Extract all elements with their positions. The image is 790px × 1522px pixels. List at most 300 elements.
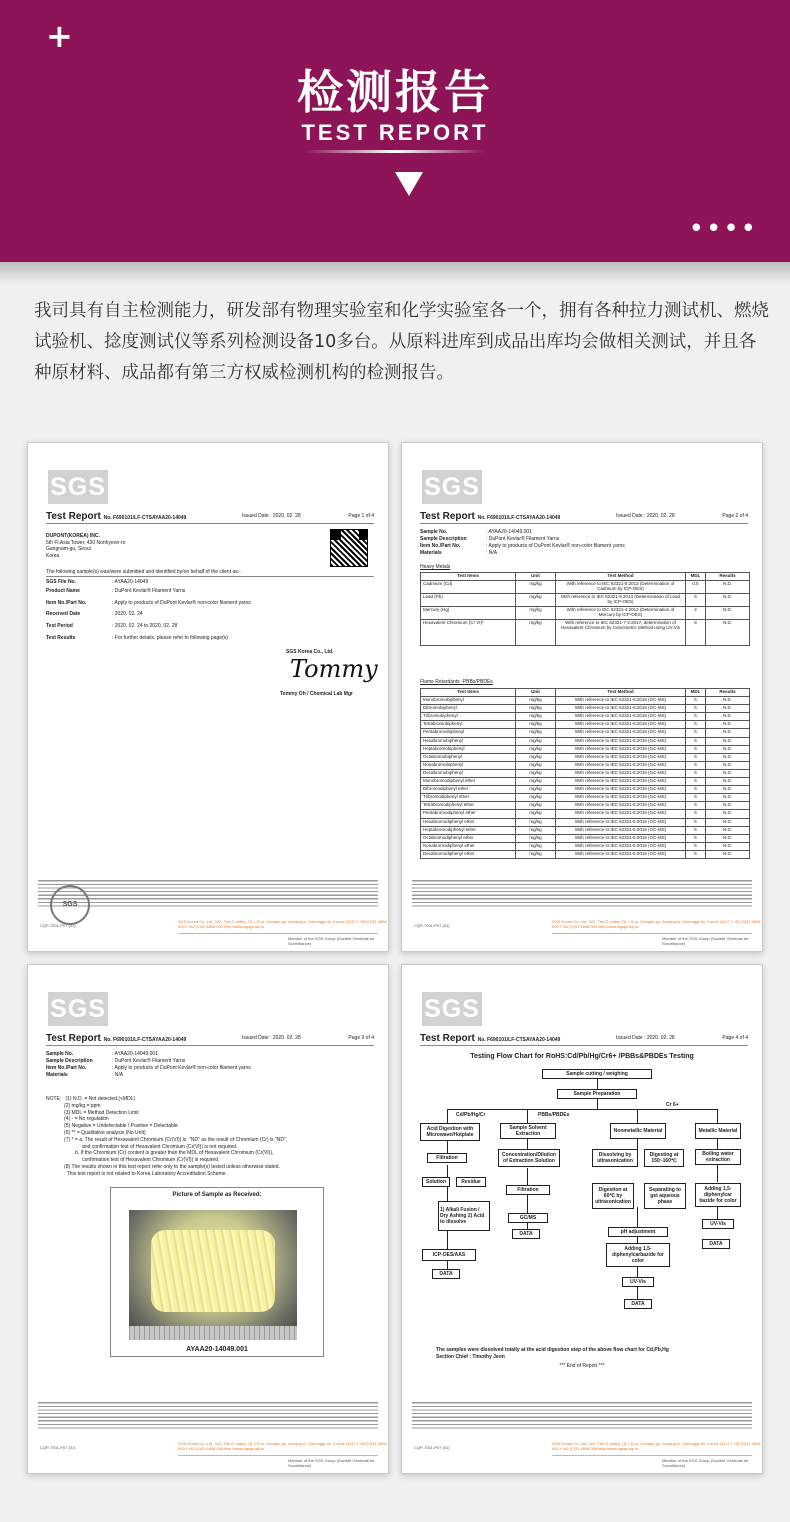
table-cell: mg/kg <box>516 745 556 753</box>
table-cell: N.D. <box>706 761 750 769</box>
field-value: : Apply to products of DuPont Kevlar® non-color filament yarns <box>486 543 625 549</box>
column-header: Unit <box>516 573 556 581</box>
table-cell: mg/kg <box>516 713 556 721</box>
table-row <box>421 620 750 646</box>
page-number: Page 1 of 4 <box>348 513 374 519</box>
field-row <box>420 543 625 549</box>
table-row <box>421 737 750 745</box>
flow-step-gcms: GC/MS <box>508 1213 548 1223</box>
table-cell: mg/kg <box>516 786 556 794</box>
more-dots-icon[interactable]: •••• <box>688 214 758 244</box>
table-cell: Tribromodiphenyl ether <box>421 794 516 802</box>
field-key: Product Name <box>46 588 80 594</box>
table-cell: N.D. <box>706 594 750 607</box>
table-cell: N.D. <box>706 834 750 842</box>
table-cell: With reference to IEC 62321-6:2015 (GC-MS) <box>556 786 686 794</box>
flow-step-digestion-60: Digestion at 60℃ by ultrasonication <box>592 1183 634 1209</box>
table-cell: Hexabromodiphenyl ether <box>421 818 516 826</box>
column-header: Results <box>706 689 750 697</box>
table-row <box>421 713 750 721</box>
table-cell: With reference to IEC 62321-6:2015 (GC-MS) <box>556 802 686 810</box>
flow-connector <box>637 1109 638 1123</box>
table-header-row <box>421 689 750 697</box>
sample-id: AYAA20-14049.001 <box>186 1346 248 1353</box>
plus-icon[interactable]: + <box>46 17 73 55</box>
table-cell: 8 <box>686 620 706 646</box>
table-cell: N.D. <box>706 697 750 705</box>
table-cell: mg/kg <box>516 607 556 620</box>
branch-label-cd: Cd/Pb/Hg/Cr <box>456 1112 486 1118</box>
table-cell: Tetrabromodiphenyl ether <box>421 802 516 810</box>
table-row <box>421 607 750 620</box>
table-cell: With reference to IEC 62321-7-2:2017, determination of Hexavalent Chromium by Colorimetric Method using UV-Vis <box>556 620 686 646</box>
flow-step-icp: ICP-OES/AAS <box>422 1249 476 1261</box>
footer-rule <box>552 933 752 934</box>
flow-connector <box>717 1109 718 1123</box>
table-cell: mg/kg <box>516 594 556 607</box>
table-row <box>421 729 750 737</box>
table-cell: 5 <box>686 850 706 858</box>
flow-connector <box>637 1285 638 1299</box>
note-line: The samples were dissolved totally at the acid digestion step of the above flow chart for Cd,Pb,Hg <box>436 1347 669 1353</box>
table-cell: Heptabromodiphenyl ether <box>421 826 516 834</box>
table-cell: Hexavalent Chromium (Cr VI)* <box>421 620 516 646</box>
flow-step-uvvis-2: UV-Vis <box>622 1277 654 1287</box>
table-cell: 5 <box>686 753 706 761</box>
section-flame-retardants: Flame Retardants -PBBs/PBDEs <box>420 679 493 685</box>
picture-caption: Picture of Sample as Received: <box>172 1192 262 1198</box>
field-row <box>46 1051 158 1057</box>
flow-step-data-nonmetal: DATA <box>624 1299 652 1309</box>
flow-step-separating: Separating to get aqueous phase <box>644 1183 686 1209</box>
table-cell: Dibromodiphenyl ether <box>421 786 516 794</box>
down-triangle-icon <box>395 172 423 196</box>
field-key: Item No./Part No. <box>420 543 461 549</box>
table-cell: With reference to IEC 62321-4:2013 (Determination of Mercury by ICP-OES) <box>556 607 686 620</box>
header-rule <box>420 523 748 524</box>
field-row <box>420 529 532 535</box>
qr-code-icon <box>330 529 368 567</box>
report-label: Test Report <box>46 511 101 522</box>
table-cell: Nonabromodiphenyl ether <box>421 842 516 850</box>
table-row <box>421 769 750 777</box>
table-cell: Heptabromobiphenyl <box>421 745 516 753</box>
table-cell: N.D. <box>706 769 750 777</box>
report-page-4[interactable] <box>401 964 763 1474</box>
form-code: CQP-7001-P07 (01) <box>414 1445 450 1450</box>
table-cell: 5 <box>686 778 706 786</box>
field-row <box>46 1065 251 1071</box>
table-cell: With reference to IEC 62321-6:2015 (GC-MS) <box>556 778 686 786</box>
table-cell: N.D. <box>706 802 750 810</box>
header-rule <box>46 523 374 524</box>
field-key: Sample Description <box>46 1058 93 1064</box>
table-row <box>421 594 750 607</box>
column-header: Test Method <box>556 573 686 581</box>
footer-member: Member of the SGS Group (Société Générale de Surveillance) <box>288 936 375 946</box>
table-row <box>421 842 750 850</box>
table-row <box>421 753 750 761</box>
table-cell: 5 <box>686 794 706 802</box>
flow-step-alkali-fusion: 1) Alkali Fusion / Dry Ashing 2) Acid to dissolve <box>438 1201 490 1231</box>
flow-step-data-icp: DATA <box>432 1269 460 1279</box>
table-cell: N.D. <box>706 810 750 818</box>
field-row <box>46 588 185 594</box>
report-number: No. F690101/LF-CTSAYAA20-14049 <box>103 515 187 521</box>
table-cell: With reference to IEC 62321-6:2015 (GC-MS) <box>556 761 686 769</box>
table-cell: 5 <box>686 745 706 753</box>
footer-company: SGS Korea Co.,Ltd. 322, The O valley, 76, LS-ro, Dongan-gu, Anyang-si, Gyeonggi-do, Korea 14117 t +82 (0)31 4608 000 f +82 (0)31 4608 059 http://www.sgsgroup.kr <box>552 919 761 929</box>
field-row <box>46 579 148 585</box>
sample-photo[interactable] <box>129 1210 297 1340</box>
field-key: Item No./Part No. <box>46 600 87 606</box>
column-header: Unit <box>516 689 556 697</box>
flow-step-data-metal: DATA <box>702 1239 730 1249</box>
company-name: SGS Korea Co., Ltd. <box>286 649 334 655</box>
flow-step-filtration: Filtration <box>427 1153 467 1163</box>
table-cell: N.D. <box>706 737 750 745</box>
header-rule <box>420 1045 748 1046</box>
report-title <box>46 511 186 522</box>
field-value: : For further details, please refer to following page(s) <box>112 635 228 641</box>
table-cell: Hexabromobiphenyl <box>421 737 516 745</box>
table-cell: 5 <box>686 834 706 842</box>
flow-step-nonmetallic: Nonmetallic Material <box>610 1123 666 1139</box>
table-cell: mg/kg <box>516 753 556 761</box>
table-cell: 5 <box>686 594 706 607</box>
column-header: Test Method <box>556 689 686 697</box>
footer-company: SGS Korea Co.,Ltd. 322, The O valley, 76, LS-ro, Dongan-gu, Anyang-si, Gyeonggi-do, Korea 14117 t +82 (0)31 4608 000 f +82 (0)31 4608 059 http://www.sgsgroup.kr <box>178 919 387 929</box>
flow-step-cutting: Sample cutting / weighing <box>542 1069 652 1079</box>
flow-step-adding-2: Adding 1,5-diphenylcarbazide for color <box>606 1243 670 1267</box>
flow-connector <box>527 1195 528 1213</box>
disclaimer-text <box>412 879 752 909</box>
table-cell: Octabromodiphenyl ether <box>421 834 516 842</box>
header-shadow <box>0 262 790 284</box>
sgs-logo: SGS <box>422 470 482 504</box>
disclaimer-text <box>38 1401 378 1431</box>
signature: Tommy <box>290 655 378 683</box>
table-cell: mg/kg <box>516 697 556 705</box>
table-cell: mg/kg <box>516 769 556 777</box>
table-cell: N.D. <box>706 842 750 850</box>
table-cell: mg/kg <box>516 818 556 826</box>
flow-step-acid-digestion: Acid Digestion with Microwave/Hotplate <box>420 1123 480 1141</box>
field-value: : DuPont Kevlar® Filament Yarns <box>112 588 186 594</box>
table-cell: With reference to IEC 62321-6:2015 (GC-MS) <box>556 729 686 737</box>
end-of-report: *** End of Report *** <box>559 1363 605 1369</box>
ruler-image <box>129 1326 297 1340</box>
issued-date: Issued Date : 2020. 02. 28 <box>616 1035 675 1041</box>
flow-step-residue: Residue <box>456 1177 486 1187</box>
table-cell: 5 <box>686 721 706 729</box>
flow-step-concentration: Concentration/Dilution of Extraction Solution <box>498 1149 560 1167</box>
table-cell: mg/kg <box>516 778 556 786</box>
table-cell: Cadmium (Cd) <box>421 581 516 594</box>
flow-connector <box>447 1109 448 1123</box>
table-cell: 5 <box>686 802 706 810</box>
page-number: Page 2 of 4 <box>722 513 748 519</box>
field-value: : N/A <box>112 1072 124 1078</box>
flow-step-digesting: Digesting at 150~160℃ <box>644 1149 684 1167</box>
table-cell: With reference to IEC 62321-6:2015 (GC-MS) <box>556 713 686 721</box>
table-cell: Pentabromobiphenyl <box>421 729 516 737</box>
table-cell: N.D. <box>706 778 750 786</box>
table-header-row <box>421 573 750 581</box>
field-row <box>420 536 559 542</box>
table-row <box>421 810 750 818</box>
table-cell: Monobromodiphenyl ether <box>421 778 516 786</box>
table-cell: mg/kg <box>516 842 556 850</box>
address-line: DUPONT(KOREA) INC. <box>46 533 100 539</box>
flow-connector <box>637 1267 638 1277</box>
sgs-logo: SGS <box>48 992 108 1026</box>
page-title: 检测报告 <box>297 65 493 119</box>
report-number: No. F690101/LF-CTSAYAA20-14049 <box>477 515 561 521</box>
footer-member: Member of the SGS Group (Société Générale de Surveillance) <box>288 1458 375 1468</box>
table-row <box>421 850 750 858</box>
field-row <box>420 550 497 556</box>
table-row <box>421 818 750 826</box>
report-page-3[interactable] <box>27 964 389 1474</box>
table-row <box>421 721 750 729</box>
table-cell: mg/kg <box>516 737 556 745</box>
report-number: No. F690101/LF-CTSAYAA20-14049 <box>103 1037 187 1043</box>
table-cell: 2 <box>686 607 706 620</box>
table-cell: mg/kg <box>516 834 556 842</box>
address-line: 5th Fl.Asia Tower, 430 Nonhyeon-ro <box>46 539 126 546</box>
footer-rule <box>178 1455 378 1456</box>
table-cell: Dibromobiphenyl <box>421 705 516 713</box>
field-value: : AYAA20-14049.001 <box>112 1051 158 1057</box>
table-cell: With reference to IEC 62321-6:2015 (GC-MS) <box>556 834 686 842</box>
table-cell: N.D. <box>706 753 750 761</box>
flowchart-title: Testing Flow Chart for RoHS:Cd/Pb/Hg/Cr6+ /PBBs&PBDEs Testing <box>470 1053 694 1060</box>
table-cell: With reference to IEC 62321-6:2015 (GC-MS) <box>556 745 686 753</box>
report-title <box>46 1033 186 1044</box>
table-cell: N.D. <box>706 794 750 802</box>
flow-step-dissolving: Dissolving by ultrasonication <box>592 1149 638 1167</box>
field-row <box>46 611 143 617</box>
field-row <box>46 1058 185 1064</box>
table-cell: With reference to IEC 62321-6:2015 (GC-MS) <box>556 794 686 802</box>
table-row <box>421 786 750 794</box>
table-cell: mg/kg <box>516 850 556 858</box>
flow-connector <box>637 1207 638 1227</box>
table-cell: With reference to IEC 62321-6:2015 (GC-MS) <box>556 850 686 858</box>
table-cell: mg/kg <box>516 810 556 818</box>
table-cell: 5 <box>686 786 706 794</box>
table-cell: With reference to IEC 62321-6:2015 (GC-MS) <box>556 737 686 745</box>
table-cell: Monobromobiphenyl <box>421 697 516 705</box>
table-row <box>421 834 750 842</box>
flow-connector <box>447 1109 717 1110</box>
field-value: : Apply to products of DuPont Kevlar® non-color filament yarns <box>112 1065 251 1071</box>
table-cell: Decabromobiphenyl <box>421 769 516 777</box>
field-key: Received Date <box>46 611 81 617</box>
signer-name: Tommy Oh / Chemical Lab Mgr <box>280 691 353 697</box>
title-divider <box>305 150 485 153</box>
field-value: : 2020. 02. 24 to 2020. 02. 28 <box>112 623 178 629</box>
table-cell: N.D. <box>706 607 750 620</box>
table-cell: 5 <box>686 769 706 777</box>
report-number: No. F690101/LF-CTSAYAA20-14049 <box>477 1037 561 1043</box>
flow-step-uvvis-1: UV-Vis <box>702 1219 734 1229</box>
field-key: Test Period <box>46 623 73 629</box>
table-cell: With reference to IEC 62321-6:2015 (GC-MS) <box>556 826 686 834</box>
table-cell: 5 <box>686 737 706 745</box>
column-header: Results <box>706 573 750 581</box>
field-key: SGS File No. <box>46 579 77 585</box>
report-label: Test Report <box>420 1033 475 1044</box>
report-notes: NOTE: (1) N.D. = Not detected.(<MDL) (2) mg/kg = ppm (3) MDL = Method Detection Limit (4) - = No regulation (5) Negative = Undetectable / Positive = Detectable (6) ** = Qualitative analysis (No Unit) (7) * = a. The result of Hexavalent Chromium (Cr(VI)) is "ND" as the result of Chromium (Cr) is "ND", and confirmation test of Hexavalent Chromium (Cr(VI)) is not required. b. If the Chromium (Cr) content is greater than the MDL of Hexavalent Chromium (Cr(VI)), confirmation test of Hexavalent Chromium (Cr(VI)) is required. (8) The results shown in this test report refer only to the sample(s) tested unless otherwise stated. This test report is not related to Korea Laboratory Accreditation Scheme. <box>46 1096 288 1177</box>
flow-connector <box>717 1164 718 1182</box>
flow-step-metallic: Metallic Material <box>695 1123 741 1139</box>
table-row <box>421 705 750 713</box>
table-cell: With reference to IEC 62321-6:2015 (GC-MS) <box>556 705 686 713</box>
table-cell: With reference to IEC 62321-6:2015 (GC-MS) <box>556 842 686 850</box>
table-cell: Lead (Pb) <box>421 594 516 607</box>
table-cell: With reference to IEC 62321-6:2015 (GC-MS) <box>556 721 686 729</box>
table-cell: Tribromobiphenyl <box>421 713 516 721</box>
flow-step-boiling: Boiling water extraction <box>695 1149 741 1165</box>
sample-picture-frame <box>110 1187 324 1357</box>
field-row <box>46 635 228 641</box>
table-cell: With reference to IEC 62321-6:2015 (GC-MS) <box>556 697 686 705</box>
branch-label-pbb: PBBs/PBDEs <box>538 1112 570 1118</box>
page-number: Page 3 of 4 <box>348 1035 374 1041</box>
table-cell: With reference to IEC 62321-6:2015 (GC-MS) <box>556 769 686 777</box>
field-key: Sample No. <box>420 529 448 535</box>
field-value: : DuPont Kevlar® Filament Yarns <box>112 1058 186 1064</box>
table-row <box>421 581 750 594</box>
form-code: CQP-7001-P07 (01) <box>40 1445 76 1450</box>
disclaimer-text <box>412 1401 752 1431</box>
column-header: Test Items <box>421 573 516 581</box>
table-cell: N.D. <box>706 818 750 826</box>
footer-company: SGS Korea Co.,Ltd. 322, The O valley, 76, LS-ro, Dongan-gu, Anyang-si, Gyeonggi-do, Korea 14117 t +82 (0)31 4608 000 f +82 (0)31 4608 059 http://www.sgsgroup.kr <box>552 1441 761 1451</box>
sample-intro: The following sample(s) was/were submitted and identified by/on behalf of the client as:- <box>46 569 241 575</box>
flow-step-ph: pH adjustment <box>608 1227 668 1237</box>
table-row <box>421 745 750 753</box>
report-label: Test Report <box>420 511 475 522</box>
flow-step-filtration-2: Filtration <box>506 1185 550 1195</box>
table-cell: Mercury (Hg) <box>421 607 516 620</box>
table-cell: N.D. <box>706 826 750 834</box>
footer-company: SGS Korea Co.,Ltd. 322, The O valley, 76, LS-ro, Dongan-gu, Anyang-si, Gyeonggi-do, Korea 14117 t +82 (0)31 4608 000 f +82 (0)31 4608 059 http://www.sgsgroup.kr <box>178 1441 387 1451</box>
section-heavy-metals: Heavy Metals <box>420 564 451 570</box>
table-cell: mg/kg <box>516 794 556 802</box>
field-value: : DuPont Kevlar® Filament Yarns <box>486 536 560 542</box>
table-cell: N.D. <box>706 850 750 858</box>
form-code: CQP-7001-P07 (01) <box>414 923 450 928</box>
table-cell: With reference to IEC 62321-5:2013 (Determination of Lead by ICP-OES) <box>556 594 686 607</box>
table-cell: mg/kg <box>516 802 556 810</box>
field-value: : Apply to products of DuPont Kevlar® non-color filament yarns <box>112 600 251 606</box>
report-title <box>420 1033 560 1044</box>
field-row <box>46 1072 123 1078</box>
flow-step-solution: Solution <box>422 1177 450 1187</box>
address-line: Gangnam-gu, Seoul <box>46 546 91 552</box>
field-key: Test Results <box>46 635 76 641</box>
footer-member: Member of the SGS Group (Société Générale de Surveillance) <box>662 1458 749 1468</box>
table-cell: mg/kg <box>516 826 556 834</box>
table-cell: Tetrabromobiphenyl <box>421 721 516 729</box>
yarn-spool-image <box>151 1230 275 1312</box>
table-cell: With reference to IEC 62321-6:2015 (GC-MS) <box>556 810 686 818</box>
table-cell: N.D. <box>706 581 750 594</box>
table-row <box>421 761 750 769</box>
table-row <box>421 794 750 802</box>
table-cell: Nonabromobiphenyl <box>421 761 516 769</box>
table-cell: 5 <box>686 705 706 713</box>
table-cell: With reference to IEC 62321-6:2015 (GC-MS) <box>556 753 686 761</box>
footer-member: Member of the SGS Group (Société Générale de Surveillance) <box>662 936 749 946</box>
column-header: Test Items <box>421 689 516 697</box>
table-cell: mg/kg <box>516 581 556 594</box>
table-cell: 0.5 <box>686 581 706 594</box>
field-row <box>46 600 251 606</box>
field-key: Item No./Part No. <box>46 1065 87 1071</box>
note-line: Section Chief : Timothy Jeon <box>436 1354 505 1360</box>
field-value: : AYAA20-14049.001 <box>486 529 532 535</box>
table-cell: mg/kg <box>516 705 556 713</box>
field-value: : N/A <box>486 550 498 556</box>
column-header: MDL <box>686 689 706 697</box>
field-key: Materials <box>420 550 442 556</box>
footer-rule <box>178 933 378 934</box>
report-page-1[interactable] <box>27 442 389 952</box>
branch-label-cr6: Cr 6+ <box>666 1102 679 1108</box>
page-subtitle: TEST REPORT <box>301 120 489 145</box>
column-header: MDL <box>686 573 706 581</box>
report-label: Test Report <box>46 1033 101 1044</box>
page-number: Page 4 of 4 <box>722 1035 748 1041</box>
flow-connector <box>717 1205 718 1219</box>
issued-date: Issued Date : 2020. 02. 28 <box>242 1035 301 1041</box>
report-page-2[interactable] <box>401 442 763 952</box>
table-cell: 5 <box>686 729 706 737</box>
table-cell: 5 <box>686 761 706 769</box>
table-cell: mg/kg <box>516 620 556 646</box>
table-cell: With reference to IEC 62321-5:2013 (Determination of Cadmium by ICP-OES) <box>556 581 686 594</box>
table-row <box>421 697 750 705</box>
sgs-logo: SGS <box>48 470 108 504</box>
intro-paragraph: 我司具有自主检测能力，研发部有物理实验室和化学实验室各一个，拥有各种拉力测试机、燃烧试验机、捻度测试仪等系列检测设备10多台。从原料进库到成品出库均会做相关测试，并且各种原材料、成品都有第三方权威检测机构的检测报告。 <box>34 301 769 383</box>
flow-step-preparation: Sample Preparation <box>557 1089 637 1099</box>
address-line: Korea <box>46 552 60 559</box>
table-cell: N.D. <box>706 713 750 721</box>
table-cell: mg/kg <box>516 761 556 769</box>
heavy-metals-table <box>420 572 750 646</box>
header-rule <box>46 1045 374 1046</box>
flow-step-adding-1: Adding 1,5-diphenylcar bazide for color <box>695 1183 741 1207</box>
table-cell: N.D. <box>706 729 750 737</box>
field-key: Sample No. <box>46 1051 74 1057</box>
table-cell: Decabromodiphenyl ether <box>421 850 516 858</box>
flowchart-note <box>436 1347 669 1361</box>
issued-date: Issued Date : 2020. 02. 28 <box>242 513 301 519</box>
table-cell: 5 <box>686 826 706 834</box>
table-cell: N.D. <box>706 786 750 794</box>
field-value: : AYAA20-14049 <box>112 579 149 585</box>
table-cell: N.D. <box>706 620 750 646</box>
table-cell: 5 <box>686 818 706 826</box>
flow-step-data-gcms: DATA <box>512 1229 540 1239</box>
table-row <box>421 826 750 834</box>
table-cell: 5 <box>686 697 706 705</box>
table-cell: mg/kg <box>516 729 556 737</box>
